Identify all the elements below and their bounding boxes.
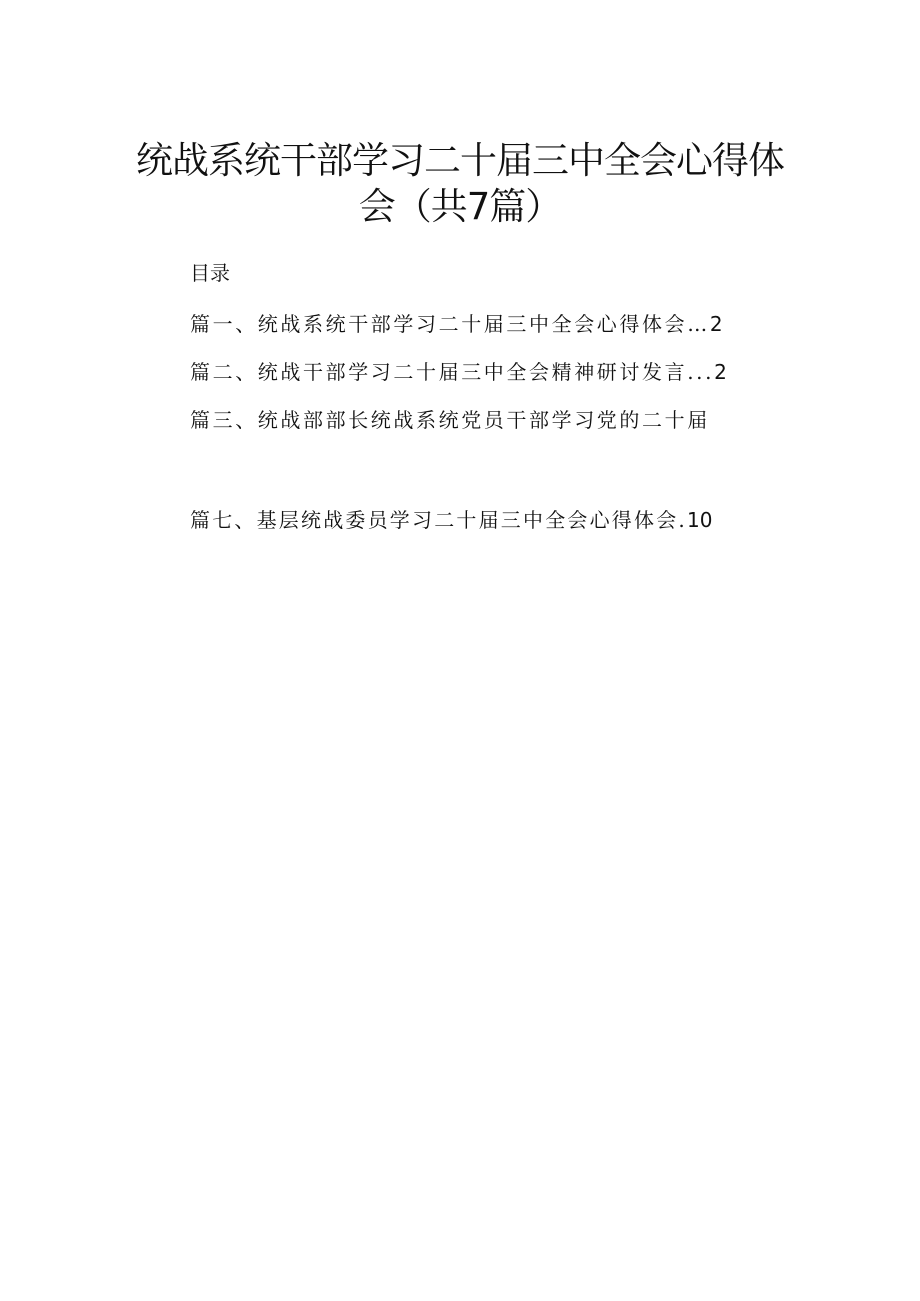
title-line-2: 会（共7篇）	[358, 185, 562, 228]
toc-entry-text: 篇一、统战系统干部学习二十届三中全会心得体会…	[190, 312, 710, 336]
toc-entry[interactable]	[190, 405, 730, 435]
toc-page-number: 2	[714, 360, 727, 384]
toc-entry-text: 篇三、统战部部长统战系统党员干部学习党的二十届	[190, 408, 710, 432]
toc-entry[interactable]	[190, 357, 730, 387]
toc-heading: 目录	[190, 261, 230, 285]
toc-entry[interactable]	[190, 309, 730, 339]
toc-entry[interactable]	[190, 505, 730, 535]
toc-page-number: 10	[686, 508, 713, 532]
toc-entry-text: 篇二、统战干部学习二十届三中全会精神研讨发言...	[190, 360, 715, 384]
toc-page-number: 2	[709, 312, 723, 336]
document-title	[0, 138, 920, 230]
toc-entry-text: 篇七、基层统战委员学习二十届三中全会心得体会.	[190, 508, 687, 532]
title-line-1: 统战系统干部学习二十届三中全会心得体	[136, 139, 784, 182]
